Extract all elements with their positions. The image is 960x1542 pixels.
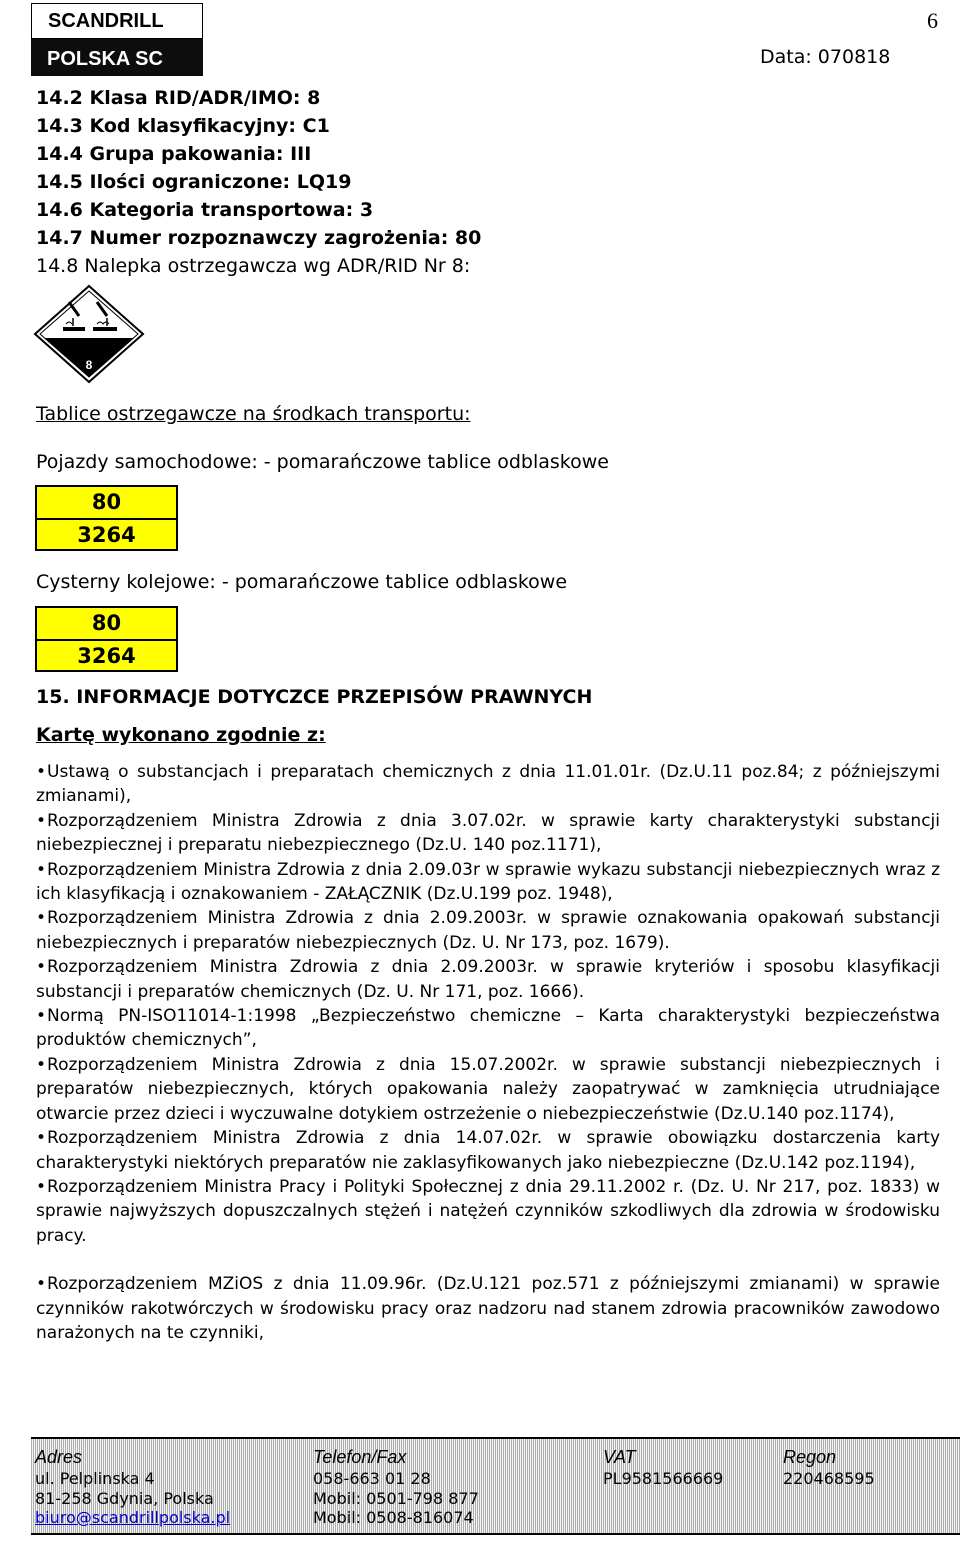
page-number: 6 — [927, 8, 938, 33]
footer-regon: Regon 220468595 — [783, 1447, 875, 1488]
email-link[interactable]: biuro@scandrillpolska.pl — [35, 1508, 231, 1527]
list-item: •Rozporządzeniem MZiOS z dnia 11.09.96r. (Dz.U.121 poz.571 z późniejszymi zmianami) w sprawie czynników rakotwórczych w środowisku pracy oraz nadzoru nad stanem zdrowia pracowników zawodowo narażonych na te czynniki, — [36, 1274, 940, 1343]
plate-hazard-number: 80 — [37, 487, 176, 520]
plate-hazard-number: 80 — [37, 608, 176, 641]
list-item: •Rozporządzeniem Ministra Zdrowia z dnia 15.07.2002r. w sprawie substancji niebezpiecznych i preparatów niebezpiecznych, których opakowania należy zaopatrywać w zamknięcia utrudniające otwarcie przez dzieci i wyczuwalne dotykiem ostrzeżenie o niebezpieczeństwie (Dz.U.140 poz.1174), — [36, 1054, 940, 1124]
legal-list — [36, 760, 940, 1345]
list-item: •Rozporządzeniem Ministra Zdrowia z dnia 3.07.02r. w sprawie karty charakterystyki substancji niebezpiecznej i preparatu niebezpiecznego (Dz.U. 140 poz.1171), — [36, 810, 940, 856]
classification-code: 14.3 Kod klasyfikacyjny: C1 — [36, 115, 330, 137]
label-class-number: 8 — [85, 358, 93, 372]
plates-title: Tablice ostrzegawcze na środkach transportu: — [36, 403, 471, 425]
list-item: •Ustawą o substancjach i preparatach chemicznych z dnia 11.01.01r. (Dz.U.11 poz.84; z późniejszymi zmianami), — [36, 762, 940, 807]
document-date: Data: 070818 — [760, 46, 891, 68]
footer-phone: Telefon/Fax 058-663 01 28 Mobil: 0501-798 877 Mobil: 0508-816074 — [313, 1447, 479, 1527]
hazard-number: 14.7 Numer rozpoznawczy zagrożenia: 80 — [36, 227, 482, 249]
list-item: •Rozporządzeniem Ministra Pracy i Polityki Społecznej z dnia 29.11.2002 r. (Dz. U. Nr 217, poz. 1833) w sprawie najwyższych dopuszczalnych stężeń i natężeń czynników szkodliwych dla zdrowia w środowisku pracy. — [36, 1176, 940, 1246]
orange-plate-rail — [35, 606, 178, 672]
transport-category: 14.6 Kategoria transportowa: 3 — [36, 199, 374, 221]
company-subname: POLSKA SC — [47, 48, 163, 70]
plate-un-number: 3264 — [77, 644, 136, 668]
list-item: •Rozporządzeniem Ministra Zdrowia z dnia 2.09.2003r. w sprawie oznakowania opakowań substancji niebezpiecznych i preparatów niebezpiecznych (Dz. U. Nr 173, poz. 1679). — [36, 908, 940, 953]
limited-quantities: 14.5 Ilości ograniczone: LQ19 — [36, 171, 352, 193]
list-item: •Rozporządzeniem Ministra Zdrowia z dnia 2.09.2003r. w sprawie kryteriów i sposobu klasyfikacji substancji i preparatów chemicznych (Dz. U. Nr 171, poz. 1666). — [36, 957, 940, 1002]
footer-vat: VAT PL9581566669 — [603, 1447, 724, 1488]
list-item: •Rozporządzeniem Ministra Zdrowia z dnia 2.09.03r w sprawie wykazu substancji niebezpiecznych wraz z ich klasyfikacją i oznakowaniem - ZAŁĄCZNIK (Dz.U.199 poz. 1948), — [36, 859, 940, 905]
road-vehicles-text: Pojazdy samochodowe: - pomarańczowe tablice odblaskowe — [36, 451, 609, 473]
corrosive-hazard-label — [33, 284, 145, 384]
footer — [31, 1437, 960, 1535]
list-item: •Rozporządzeniem Ministra Zdrowia z dnia 14.07.02r. w sprawie obowiązku dostarczenia karty charakterystyki niektórych preparatów nie zaklasyfikowanych jako niebezpieczne (Dz.U.142 poz.1194), — [36, 1128, 940, 1173]
company-name: SCANDRILL — [31, 3, 203, 39]
warning-label-line: 14.8 Nalepka ostrzegawcza wg ADR/RID Nr 8: — [36, 255, 471, 277]
orange-plate-road — [35, 485, 178, 551]
plate-un-number: 3264 — [77, 523, 136, 547]
list-item: •Normą PN-ISO11014-1:1998 „Bezpieczeństwo chemiczne – Karta charakterystyki bezpieczeństwa produktów chemicznych”, — [36, 1006, 940, 1051]
section-15-heading: 15. INFORMACJE DOTYCZCE PRZEPISÓW PRAWNYCH — [36, 686, 593, 708]
transport-class: 14.2 Klasa RID/ADR/IMO: 8 — [36, 87, 321, 109]
section-15-subheading: Kartę wykonano zgodnie z: — [36, 724, 326, 746]
rail-tanks-text: Cysterny kolejowe: - pomarańczowe tablice odblaskowe — [36, 571, 568, 593]
packing-group: 14.4 Grupa pakowania: III — [36, 143, 312, 165]
footer-address: Adres ul. Pelplinska 4 81-258 Gdynia, Polska biuro@scandrillpolska.pl — [35, 1447, 231, 1527]
